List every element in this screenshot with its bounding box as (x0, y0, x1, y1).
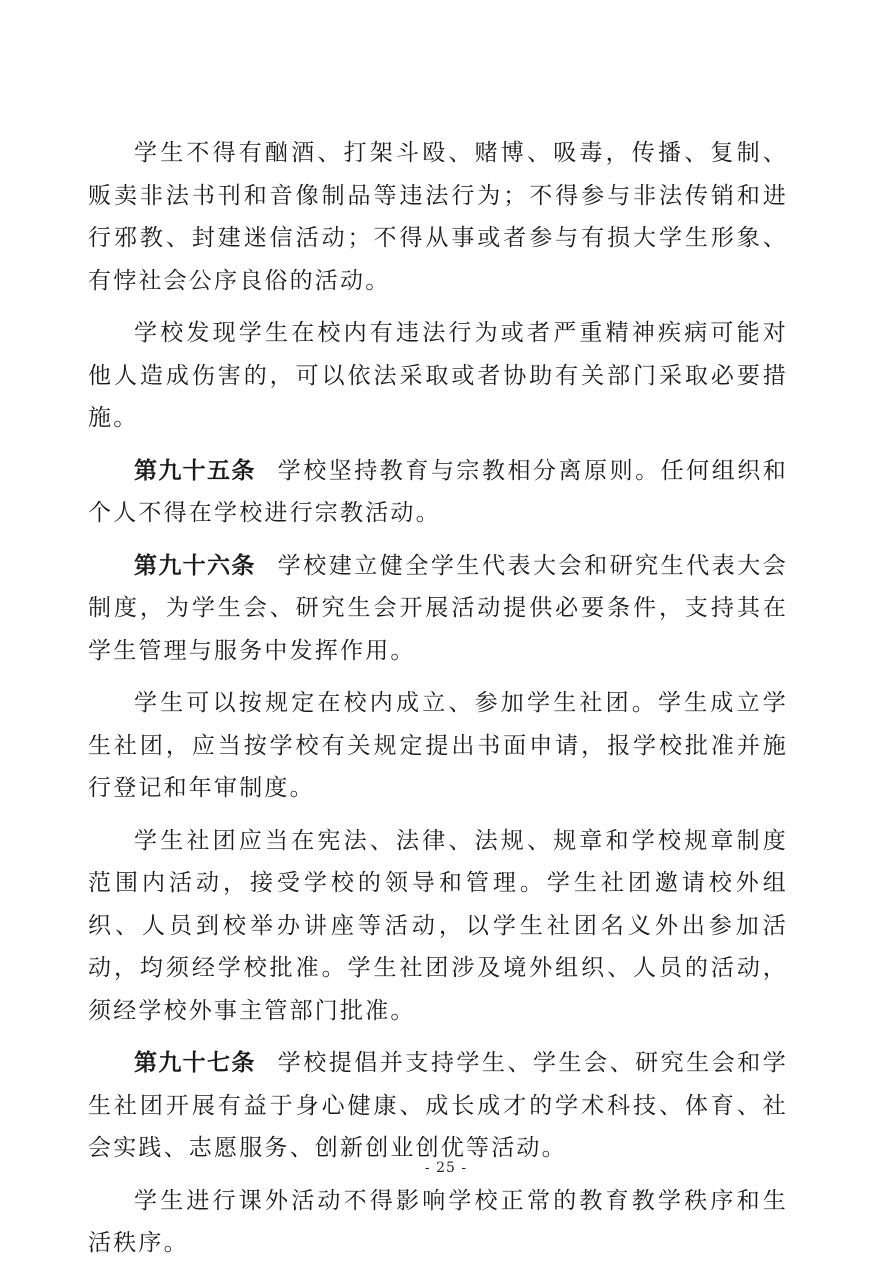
article-text: 学校坚持教育与宗教相分离原则。任何组织和个人不得在学校进行宗教活动。 (88, 457, 789, 526)
paragraph-text: 学生可以按规定在校内成立、参加学生社团。学生成立学生社团，应当按学校有关规定提出书面申请，报学校批准并施行登记和年审制度。 (88, 690, 788, 801)
paragraph-text: 学生不得有酗酒、打架斗殴、赌博、吸毒，传播、复制、贩卖非法书刊和音像制品等违法行为；不得参与非法传销和进行邪教、封建迷信活动；不得从事或者参与有损大学生形象、有悖社会公序良俗的活动。 (88, 140, 788, 294)
paragraph-2 (88, 312, 788, 440)
paragraph-text: 学校发现学生在校内有违法行为或者严重精神疾病可能对他人造成伤害的，可以依法采取或者协助有关部门采取必要措施。 (88, 320, 788, 431)
page-number: - 25 - (424, 1160, 468, 1176)
paragraph-5 (88, 682, 788, 810)
paragraph-6 (88, 820, 788, 1033)
article-96 (88, 545, 788, 673)
article-heading: 第九十五条 (134, 456, 256, 484)
article-text: 学校提倡并支持学生、学生会、研究生会和学生社团开展有益于身心健康、成长成才的学术科技、体育、社会实践、志愿服务、创新创业创优等活动。 (88, 1050, 789, 1161)
article-97 (88, 1042, 788, 1170)
article-heading: 第九十七条 (134, 1049, 256, 1076)
article-text: 学校建立健全学生代表大会和研究生代表大会制度，为学生会、研究生会开展活动提供必要条件，支持其在学生管理与服务中发挥作用。 (88, 552, 789, 664)
article-heading: 第九十六条 (134, 551, 256, 579)
paragraph-8 (88, 1180, 788, 1265)
document-body (88, 132, 788, 1275)
paragraph-text: 学生进行课外活动不得影响学校正常的教育教学秩序和生活秩序。 (88, 1187, 788, 1256)
paragraph-1 (88, 132, 788, 302)
article-95 (88, 450, 788, 535)
paragraph-text: 学生社团应当在宪法、法律、法规、规章和学校规章制度范围内活动，接受学校的领导和管理。学生社团邀请校外组织、人员到校举办讲座等活动，以学生社团名义外出参加活动，均须经学校批准。学生社团涉及境外组织、人员的活动，须经学校外事主管部门批准。 (88, 827, 788, 1024)
